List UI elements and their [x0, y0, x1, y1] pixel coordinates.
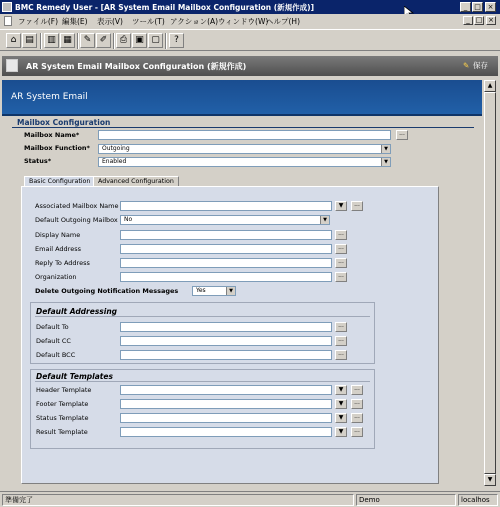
- default-to-ellipsis-button[interactable]: ...: [335, 322, 347, 332]
- host-name: localhos: [458, 494, 498, 506]
- mailbox-config-title: Mailbox Configuration: [17, 118, 111, 127]
- default-to-label: Default To: [36, 323, 69, 331]
- toolbar-separator: [77, 33, 79, 49]
- result-template-label: Result Template: [36, 428, 88, 436]
- status-select[interactable]: [98, 157, 391, 167]
- edit-icon[interactable]: ✎: [80, 33, 95, 48]
- default-bcc-label: Default BCC: [36, 351, 76, 359]
- email-address-ellipsis-button[interactable]: ...: [335, 244, 347, 254]
- default-cc-ellipsis-button[interactable]: ...: [335, 336, 347, 346]
- default-templates-title: Default Templates: [36, 372, 113, 381]
- tab-basic-configuration[interactable]: Basic Configuration: [24, 176, 95, 188]
- mailbox-name-ellipsis-button[interactable]: ...: [396, 130, 408, 140]
- context-help-icon[interactable]: ?: [169, 33, 184, 48]
- status-template-input[interactable]: [120, 413, 332, 423]
- display-name-input[interactable]: [120, 230, 332, 240]
- form-icon: [6, 59, 18, 72]
- delete-outgoing-value: Yes: [196, 287, 206, 294]
- open-form-icon[interactable]: ▤: [22, 33, 37, 48]
- display-name-label: Display Name: [35, 231, 81, 239]
- header-template-ellipsis-button[interactable]: ...: [351, 385, 363, 395]
- menu-view[interactable]: 表示(V): [97, 17, 123, 26]
- chevron-down-icon[interactable]: ▼: [226, 287, 235, 295]
- toolbar-separator: [113, 33, 115, 49]
- default-cc-input[interactable]: [120, 336, 332, 346]
- print-icon[interactable]: ⎙: [116, 33, 131, 48]
- toolbar-separator: [165, 33, 167, 49]
- scrollbar-thumb[interactable]: [484, 92, 496, 474]
- status-template-ellipsis-button[interactable]: ...: [351, 413, 363, 423]
- app-icon: [2, 2, 12, 12]
- mailbox-function-value: Outgoing: [102, 145, 130, 152]
- search-form-icon[interactable]: ▦: [60, 33, 75, 48]
- minimize-button[interactable]: _: [460, 2, 471, 12]
- organization-input[interactable]: [120, 272, 332, 282]
- delete-outgoing-select[interactable]: [192, 286, 236, 296]
- tab-content-basic: [21, 186, 439, 484]
- print-preview-icon[interactable]: ▣: [132, 33, 147, 48]
- toolbar-separator: [40, 33, 42, 49]
- document-icon: [4, 16, 12, 26]
- default-bcc-ellipsis-button[interactable]: ...: [335, 350, 347, 360]
- email-address-input[interactable]: [120, 244, 332, 254]
- group-divider: [35, 381, 370, 382]
- window-title: BMC Remedy User - [AR System Email Mailbox Configuration (新規作成)]: [15, 3, 315, 12]
- default-cc-label: Default CC: [36, 337, 71, 345]
- default-outgoing-select[interactable]: [120, 215, 330, 225]
- save-button[interactable]: [463, 60, 488, 71]
- footer-template-input[interactable]: [120, 399, 332, 409]
- form-panel: [2, 118, 482, 486]
- header-template-label: Header Template: [36, 386, 92, 394]
- server-name: Demo: [356, 494, 456, 506]
- vertical-scrollbar[interactable]: [484, 80, 496, 486]
- close-button[interactable]: ×: [485, 2, 496, 12]
- title-bar: [0, 0, 500, 14]
- result-template-menu-button[interactable]: ▼: [335, 427, 347, 437]
- scroll-down-icon[interactable]: ▼: [484, 474, 496, 486]
- mailbox-name-input[interactable]: [98, 130, 391, 140]
- reply-to-ellipsis-button[interactable]: ...: [335, 258, 347, 268]
- status-bar: [0, 491, 500, 507]
- section-divider: [12, 127, 474, 128]
- tab-advanced-configuration[interactable]: Advanced Configuration: [93, 176, 179, 187]
- email-address-label: Email Address: [35, 245, 81, 253]
- delete-outgoing-label: Delete Outgoing Notification Messages: [35, 287, 179, 295]
- header-template-menu-button[interactable]: ▼: [335, 385, 347, 395]
- associated-mailbox-input[interactable]: [120, 201, 332, 211]
- mdi-close-button[interactable]: ×: [486, 16, 496, 25]
- menu-tools[interactable]: ツール(T): [132, 17, 165, 26]
- default-addressing-group: [30, 302, 375, 364]
- result-template-input[interactable]: [120, 427, 332, 437]
- mailbox-name-label: Mailbox Name*: [24, 131, 80, 139]
- new-request-icon[interactable]: ▥: [44, 33, 59, 48]
- chevron-down-icon[interactable]: ▼: [320, 216, 329, 224]
- mdi-minimize-button[interactable]: _: [463, 16, 473, 25]
- default-to-input[interactable]: [120, 322, 332, 332]
- mdi-restore-button[interactable]: □: [475, 16, 483, 24]
- organization-ellipsis-button[interactable]: ...: [335, 272, 347, 282]
- toolbar: [0, 29, 500, 51]
- default-templates-group: [30, 369, 375, 449]
- menu-file[interactable]: ファイル(F): [18, 17, 59, 26]
- result-template-ellipsis-button[interactable]: ...: [351, 427, 363, 437]
- home-icon[interactable]: ⌂: [6, 33, 21, 48]
- mailbox-function-label: Mailbox Function*: [24, 144, 90, 152]
- organization-label: Organization: [35, 273, 77, 281]
- associated-mailbox-ellipsis-button[interactable]: ...: [351, 201, 363, 211]
- default-addressing-title: Default Addressing: [36, 307, 118, 316]
- report-icon[interactable]: ▢: [148, 33, 163, 48]
- status-template-menu-button[interactable]: ▼: [335, 413, 347, 423]
- status-template-label: Status Template: [36, 414, 89, 422]
- form-title: AR System Email Mailbox Configuration (新規作成): [26, 62, 247, 71]
- associated-mailbox-menu-button[interactable]: ▼: [335, 201, 347, 211]
- footer-template-ellipsis-button[interactable]: ...: [351, 399, 363, 409]
- status-value: Enabled: [102, 158, 127, 165]
- menu-edit[interactable]: 編集(E): [62, 17, 88, 26]
- scroll-up-icon[interactable]: ▲: [484, 80, 496, 92]
- pencil-icon: ✎: [463, 61, 470, 70]
- header-template-input[interactable]: [120, 385, 332, 395]
- default-bcc-input[interactable]: [120, 350, 332, 360]
- footer-template-menu-button[interactable]: ▼: [335, 399, 347, 409]
- menu-action[interactable]: アクション(A): [170, 17, 219, 26]
- status-label: Status*: [24, 157, 52, 165]
- banner: [2, 80, 482, 116]
- default-outgoing-label: Default Outgoing Mailbox: [35, 216, 118, 224]
- default-outgoing-value: No: [124, 216, 133, 223]
- menu-help[interactable]: ヘルプ(H): [266, 17, 300, 26]
- chevron-down-icon[interactable]: ▼: [381, 145, 390, 153]
- maximize-button[interactable]: □: [472, 2, 483, 12]
- associated-mailbox-label: Associated Mailbox Name: [35, 202, 119, 210]
- modify-icon[interactable]: ✐: [96, 33, 111, 48]
- form-header: [2, 56, 498, 76]
- status-text: 準備完了: [2, 494, 354, 506]
- display-name-ellipsis-button[interactable]: ...: [335, 230, 347, 240]
- chevron-down-icon[interactable]: ▼: [381, 158, 390, 166]
- menu-window[interactable]: ウィンドウ(W): [218, 17, 269, 26]
- menu-bar: [0, 14, 500, 28]
- banner-title: AR System Email: [11, 92, 88, 102]
- footer-template-label: Footer Template: [36, 400, 89, 408]
- mailbox-function-select[interactable]: [98, 144, 391, 154]
- group-divider: [35, 316, 370, 317]
- save-label: 保存: [473, 61, 488, 70]
- reply-to-input[interactable]: [120, 258, 332, 268]
- reply-to-label: Reply To Address: [35, 259, 90, 267]
